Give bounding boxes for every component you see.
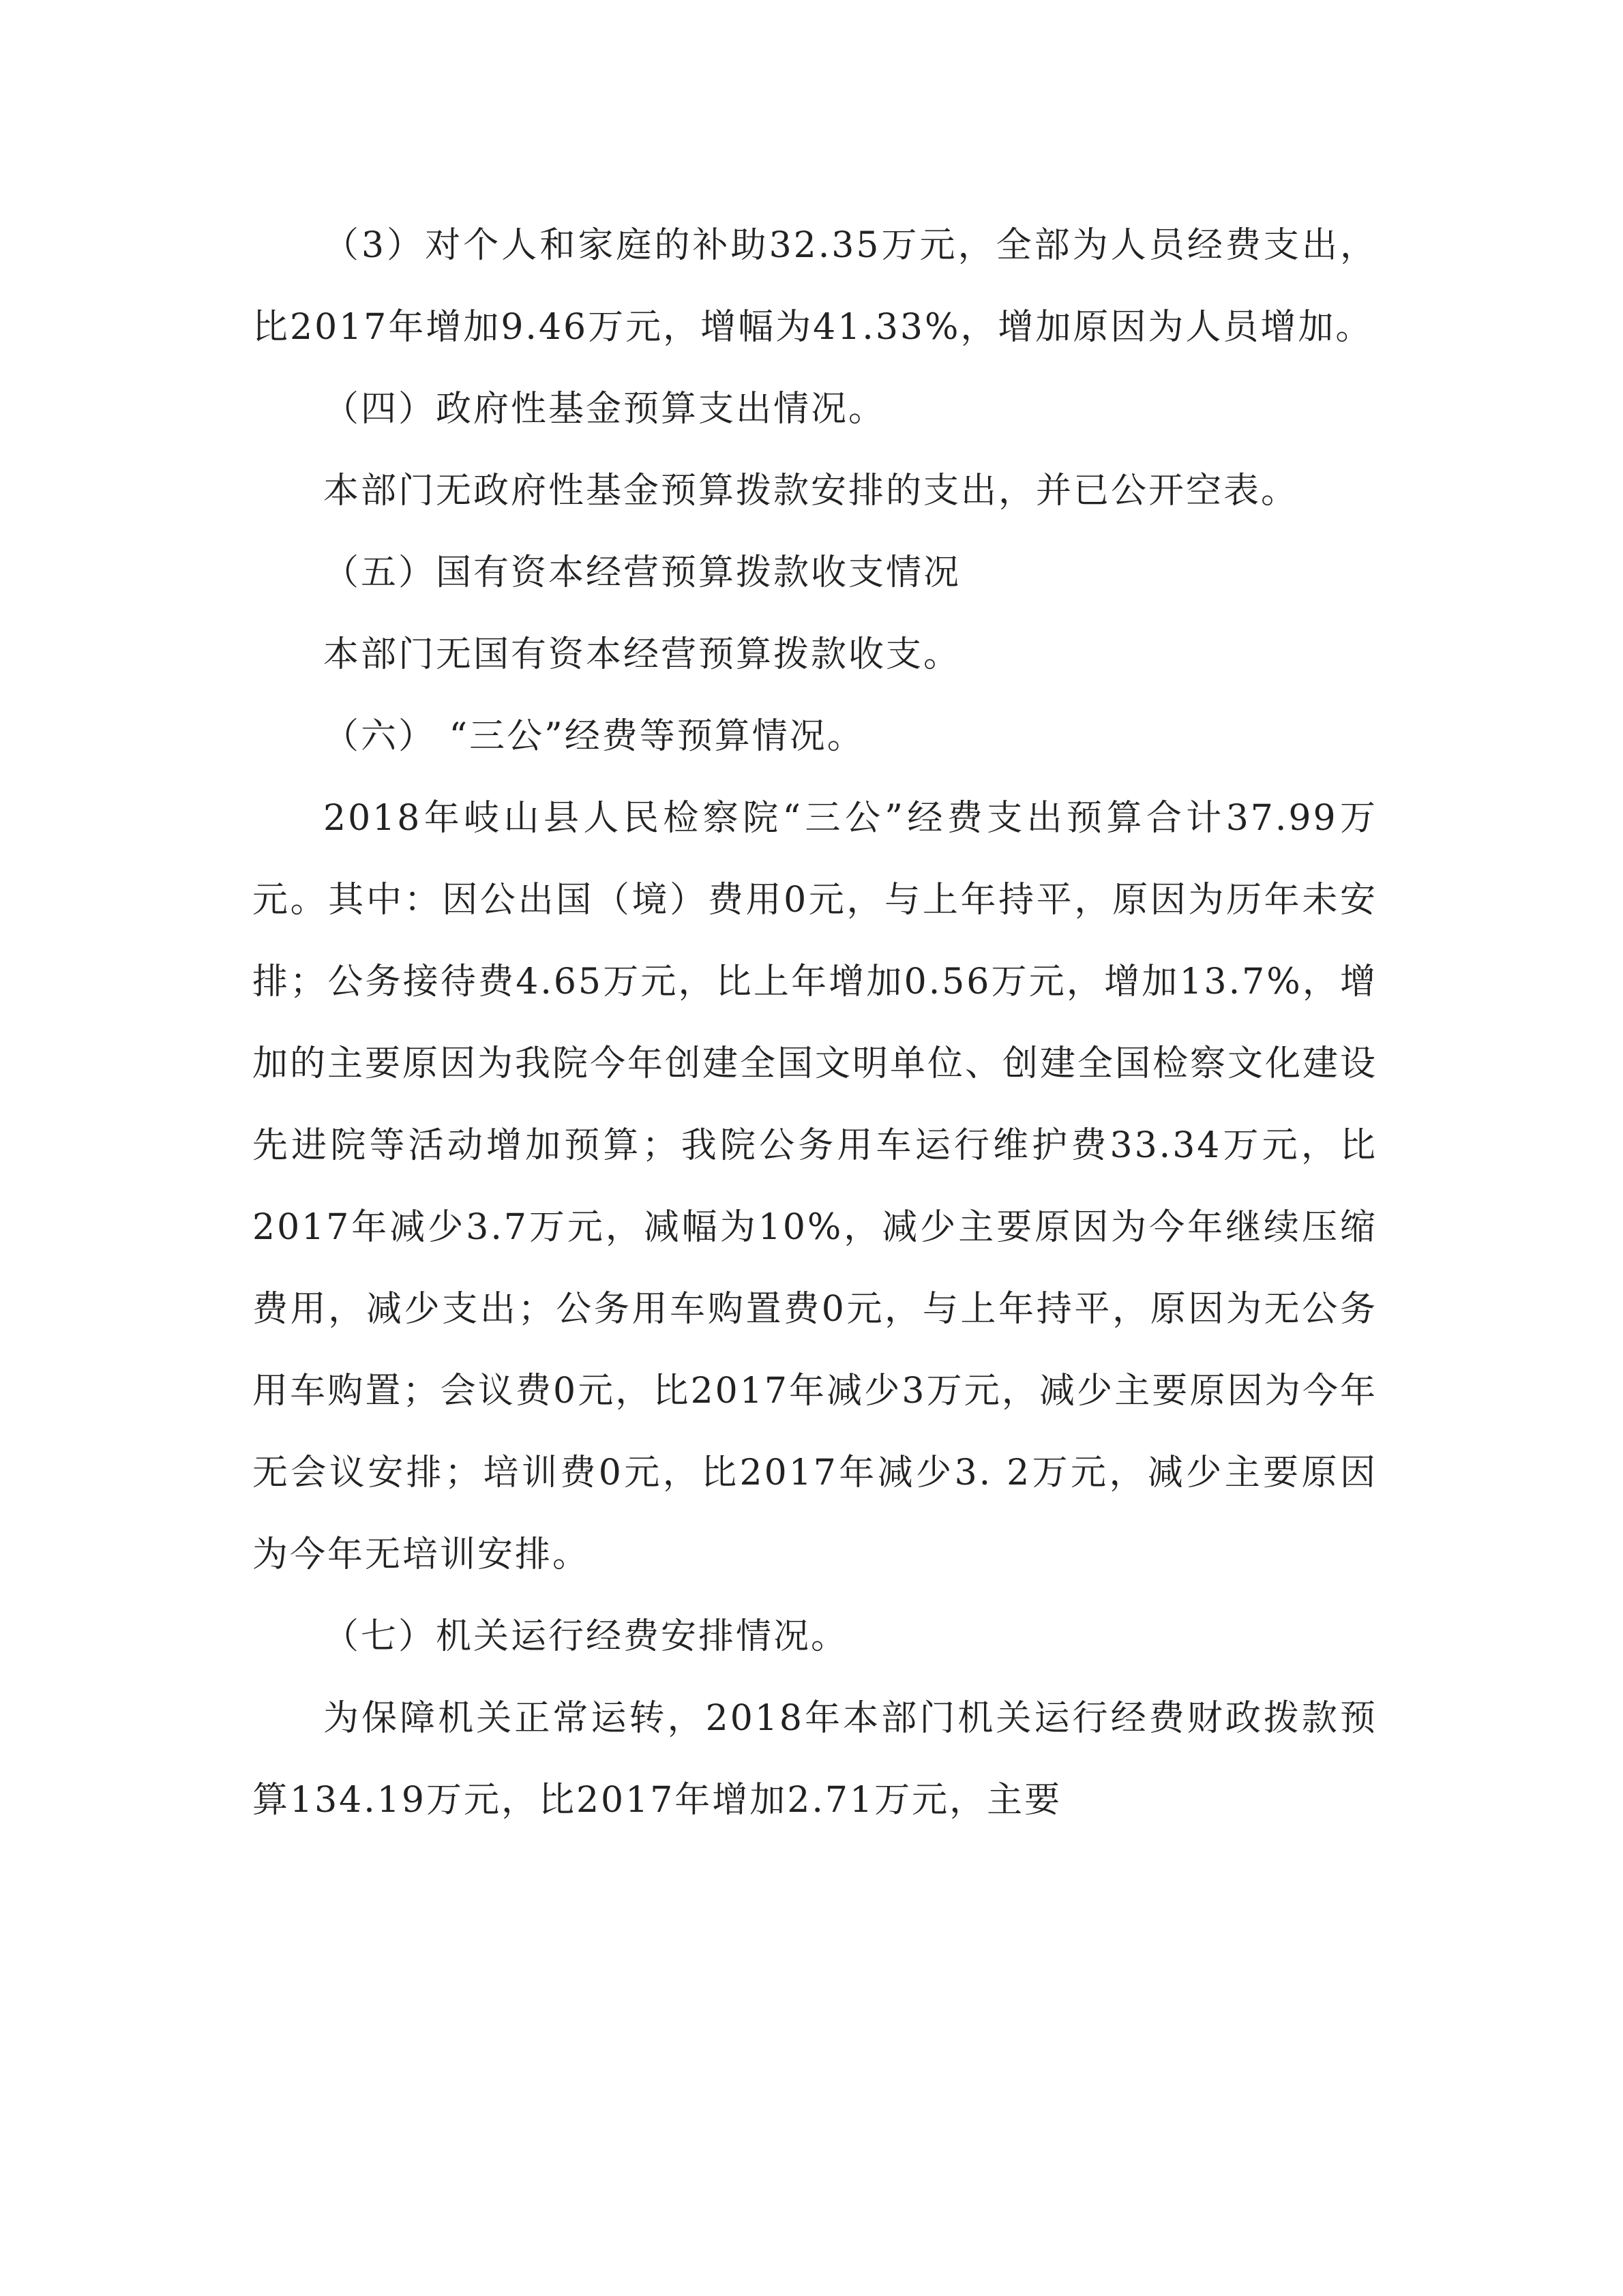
paragraph-state-capital-none: 本部门无国有资本经营预算拨款收支。 xyxy=(323,634,962,675)
paragraph-three-public-expenses-detail: 2018年岐山县人民检察院“三公”经费支出预算合计37.99万元。其中：因公出国（境）费用0元，与上年持平，原因为历年未安排；公务接待费4.65万元，比上年增加0.56万元，增加13.7%，增加的主要原因为我院今年创建全国文明单位、创建全国检察文化建设先进院等活动增加预算；我院公务用车运行维护费33.34万元，比2017年减少3.7万元，减幅为10%，减少主要原因为今年继续压缩费用，减少支出；公务用车购置费0元，与上年持平，原因为无公务用车购置；会议费0元，比2017年减少3万元，减少主要原因为今年无会议安排；培训费0元，比2017年减少3. 2万元，减少主要原因为今年无培训安排。 xyxy=(252,798,1378,1575)
paragraph-government-fund-none: 本部门无政府性基金预算拨款安排的支出，并已公开空表。 xyxy=(323,471,1299,511)
paragraph-operating-expenses-detail: 为保障机关正常运转，2018年本部门机关运行经费财政拨款预算134.19万元，比2017年增加2.71万元，主要 xyxy=(252,1698,1378,1821)
document-body xyxy=(252,205,1378,1841)
heading-operating-expenses: （七）机关运行经费安排情况。 xyxy=(323,1616,849,1657)
paragraph-personal-family-subsidy: （3）对个人和家庭的补助32.35万元，全部为人员经费支出，比2017年增加9.46万元，增幅为41.33%，增加原因为人员增加。 xyxy=(252,225,1378,348)
heading-state-capital-budget: （五）国有资本经营预算拨款收支情况 xyxy=(323,552,962,593)
heading-three-public-expenses: （六） “三公”经费等预算情况。 xyxy=(323,716,865,757)
heading-government-fund-budget: （四）政府性基金预算支出情况。 xyxy=(323,389,887,430)
